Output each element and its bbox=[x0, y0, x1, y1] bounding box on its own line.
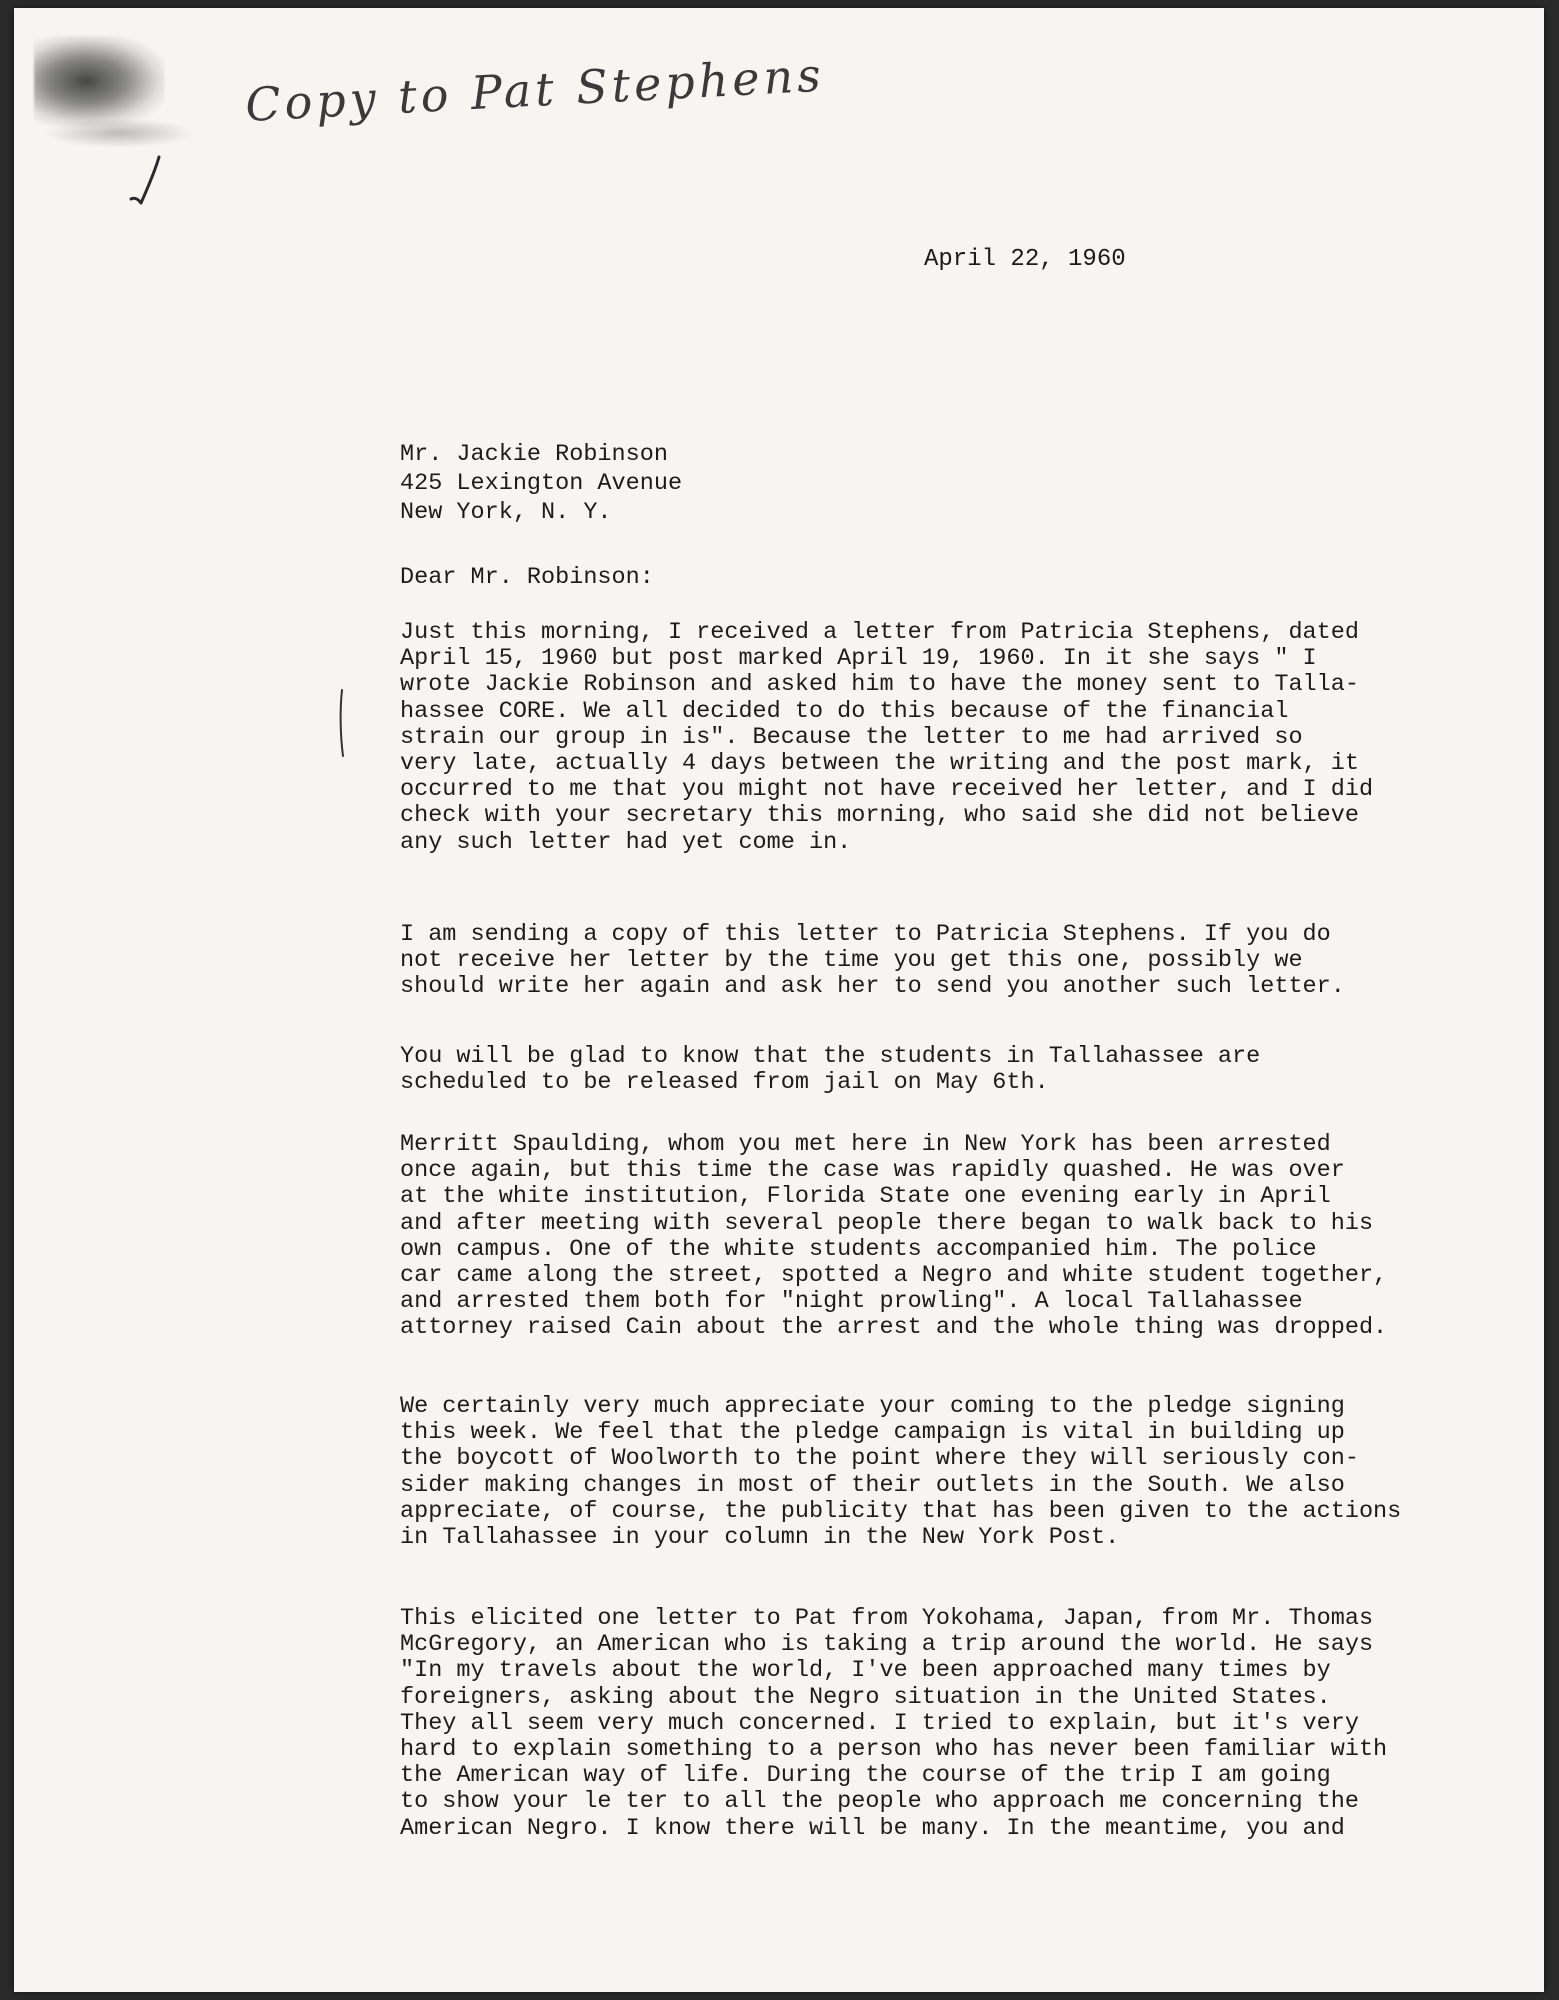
paragraph-line: to show your le ter to all the people who approach me concerning the bbox=[400, 1788, 1359, 1816]
paragraph-line: appreciate, of course, the publicity that has been given to the actions bbox=[400, 1497, 1402, 1525]
paragraph-line: very late, actually 4 days between the writing and the post mark, it bbox=[400, 750, 1359, 778]
handwritten-check-mark bbox=[129, 153, 169, 213]
paragraph-line: They all seem very much concerned. I tried to explain, but it's very bbox=[400, 1709, 1359, 1737]
paragraph-line: "In my travels about the world, I've been approached many times by bbox=[400, 1657, 1331, 1685]
salutation: Dear Mr. Robinson: bbox=[400, 564, 654, 591]
paragraph-line: occurred to me that you might not have received her letter, and I did bbox=[400, 776, 1374, 804]
paragraph-3 bbox=[400, 1044, 1260, 1096]
paragraph-line: car came along the street, spotted a Negro and white student together, bbox=[400, 1262, 1388, 1290]
recipient-street: 425 Lexington Avenue bbox=[400, 470, 683, 497]
paragraph-line: and after meeting with several people there began to walk back to his bbox=[400, 1209, 1374, 1237]
paragraph-line: attorney raised Cain about the arrest and the whole thing was dropped. bbox=[400, 1314, 1388, 1342]
paragraph-line: You will be glad to know that the students in Tallahassee are bbox=[400, 1043, 1261, 1070]
paragraph-line: April 15, 1960 but post marked April 19, 1960. In it she says " I bbox=[400, 645, 1317, 673]
paragraph-line: hassee CORE. We all decided to do this because of the financial bbox=[400, 697, 1289, 725]
paragraph-line: strain our group in is". Because the letter to me had arrived so bbox=[400, 723, 1303, 751]
paragraph-line: in Tallahassee in your column in the New York Post. bbox=[400, 1524, 1120, 1552]
paragraph-line: the American way of life. During the course of the trip I am going bbox=[400, 1762, 1331, 1790]
paragraph-line: not receive her letter by the time you get this one, possibly we bbox=[400, 947, 1303, 975]
letter-date: April 22, 1960 bbox=[924, 246, 1126, 273]
paragraph-line: Merritt Spaulding, whom you met here in New York has been arrested bbox=[400, 1131, 1331, 1158]
letter-page bbox=[14, 8, 1544, 1992]
paragraph-line: scheduled to be released from jail on May 6th. bbox=[400, 1069, 1049, 1097]
paragraph-line: once again, but this time the case was rapidly quashed. He was over bbox=[400, 1157, 1345, 1185]
paragraph-line: We certainly very much appreciate your coming to the pledge signing bbox=[400, 1393, 1345, 1420]
paragraph-line: I am sending a copy of this letter to Patricia Stephens. If you do bbox=[400, 921, 1331, 948]
recipient-city: New York, N. Y. bbox=[400, 499, 612, 526]
paragraph-line: and arrested them both for "night prowling". A local Tallahassee bbox=[400, 1288, 1303, 1316]
paragraph-line: this week. We feel that the pledge campaign is vital in building up bbox=[400, 1419, 1345, 1447]
paragraph-line: McGregory, an American who is taking a trip around the world. He says bbox=[400, 1631, 1374, 1659]
handwritten-note: Copy to Pat Stephens bbox=[244, 47, 826, 132]
tape-residue bbox=[34, 36, 164, 126]
paragraph-line: sider making changes in most of their outlets in the South. We also bbox=[400, 1471, 1345, 1499]
recipient-name: Mr. Jackie Robinson bbox=[400, 441, 668, 468]
paragraph-line: at the white institution, Florida State one evening early in April bbox=[400, 1183, 1331, 1211]
recipient-address bbox=[400, 440, 682, 527]
paragraph-line: should write her again and ask her to send you another such letter. bbox=[400, 973, 1345, 1001]
paragraph-line: any such letter had yet come in. bbox=[400, 828, 852, 856]
tape-residue-smudge bbox=[44, 118, 194, 148]
paragraph-line: the boycott of Woolworth to the point where they will seriously con- bbox=[400, 1445, 1359, 1473]
paragraph-line: Just this morning, I received a letter from Patricia Stephens, dated bbox=[400, 619, 1359, 646]
paragraph-line: hard to explain something to a person who has never been familiar with bbox=[400, 1736, 1388, 1764]
margin-bracket-mark bbox=[332, 688, 352, 758]
paragraph-line: foreigners, asking about the Negro situation in the United States. bbox=[400, 1683, 1331, 1711]
paragraph-line: American Negro. I know there will be many. In the meantime, you and bbox=[400, 1814, 1345, 1842]
paragraph-line: wrote Jackie Robinson and asked him to have the money sent to Talla- bbox=[400, 671, 1359, 699]
paragraph-line: own campus. One of the white students accompanied him. The police bbox=[400, 1235, 1317, 1263]
paragraph-2 bbox=[400, 922, 1345, 1001]
paragraph-4 bbox=[400, 1132, 1387, 1342]
paragraph-6 bbox=[400, 1606, 1387, 1842]
paragraph-line: check with your secretary this morning, who said she did not believe bbox=[400, 802, 1359, 830]
paragraph-1 bbox=[400, 620, 1373, 856]
paragraph-5 bbox=[400, 1394, 1401, 1551]
paragraph-line: This elicited one letter to Pat from Yokohama, Japan, from Mr. Thomas bbox=[400, 1605, 1374, 1632]
